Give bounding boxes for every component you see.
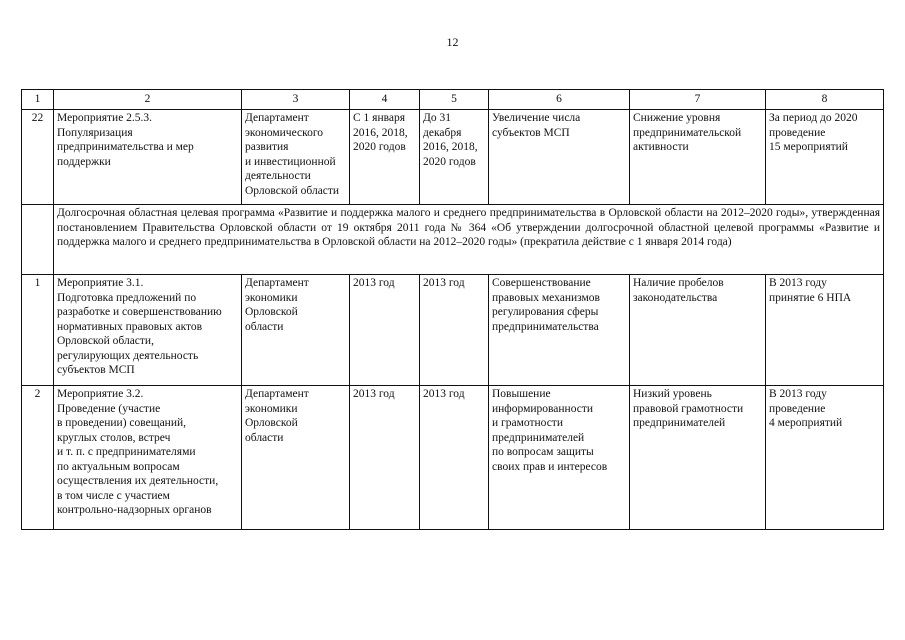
table-row (22, 110, 884, 205)
start-date-cell: 2013 год (350, 386, 420, 530)
end-date-cell: 2013 год (420, 275, 489, 386)
column-header: 1 (22, 90, 54, 110)
end-date-cell: До 31 декабря 2016, 2018, 2020 годов (420, 110, 489, 205)
column-header: 8 (766, 90, 884, 110)
column-header: 3 (242, 90, 350, 110)
consequence-cell: Низкий уровень правовой грамотности предпринимателей (630, 386, 766, 530)
column-header: 4 (350, 90, 420, 110)
indicator-cell: В 2013 году принятие 6 НПА (766, 275, 884, 386)
table-row (22, 386, 884, 530)
event-cell: Мероприятие 2.5.3. Популяризация предпринимательства и мер поддержки (54, 110, 242, 205)
expected-result-cell: Совершенствование правовых механизмов регулирования сферы предпринимательства (489, 275, 630, 386)
column-header: 2 (54, 90, 242, 110)
consequence-cell: Снижение уровня предпринимательской активности (630, 110, 766, 205)
end-date-cell: 2013 год (420, 386, 489, 530)
event-cell: Мероприятие 3.1. Подготовка предложений по разработке и совершенствованию нормативных правовых актов Орловской области, регулирующих деятельность субъектов МСП (54, 275, 242, 386)
row-number: 1 (22, 275, 54, 386)
program-heading-row (22, 205, 884, 275)
column-header: 6 (489, 90, 630, 110)
table-header-row (22, 90, 884, 110)
indicator-cell: В 2013 году проведение 4 мероприятий (766, 386, 884, 530)
start-date-cell: С 1 января 2016, 2018, 2020 годов (350, 110, 420, 205)
page-number: 12 (446, 35, 459, 49)
column-header: 7 (630, 90, 766, 110)
row-number: 22 (22, 110, 54, 205)
executor-cell: Департамент экономического развития и инвестиционной деятельности Орловской области (242, 110, 350, 205)
start-date-cell: 2013 год (350, 275, 420, 386)
activities-table (21, 89, 884, 530)
row-number (22, 205, 54, 275)
event-cell: Мероприятие 3.2. Проведение (участие в проведении) совещаний, круглых столов, встреч и т. п. с предпринимателями по актуальным вопросам осуществления их деятельности, в том числе с участием контрольно-надзорных органов (54, 386, 242, 530)
indicator-cell: За период до 2020 проведение 15 мероприятий (766, 110, 884, 205)
consequence-cell: Наличие пробелов законодательства (630, 275, 766, 386)
program-heading: Долгосрочная областная целевая программа «Развитие и поддержка малого и среднего предпринимательства в Орловской области на 2012–2020 годы», утвержденная постановлением Правительства Орловской области от 19 октября 2011 года № 364 «Об утверждении долгосрочной областной целевой программы «Развитие и поддержка малого и среднего предпринимательства в Орловской области на 2012–2020 годы» (прекратила действие с 1 января 2014 года) (54, 205, 884, 275)
table-row (22, 275, 884, 386)
row-number: 2 (22, 386, 54, 530)
expected-result-cell: Увеличение числа субъектов МСП (489, 110, 630, 205)
column-header: 5 (420, 90, 489, 110)
expected-result-cell: Повышение информированности и грамотности предпринимателей по вопросам защиты своих прав и интересов (489, 386, 630, 530)
executor-cell: Департамент экономики Орловской области (242, 386, 350, 530)
executor-cell: Департамент экономики Орловской области (242, 275, 350, 386)
